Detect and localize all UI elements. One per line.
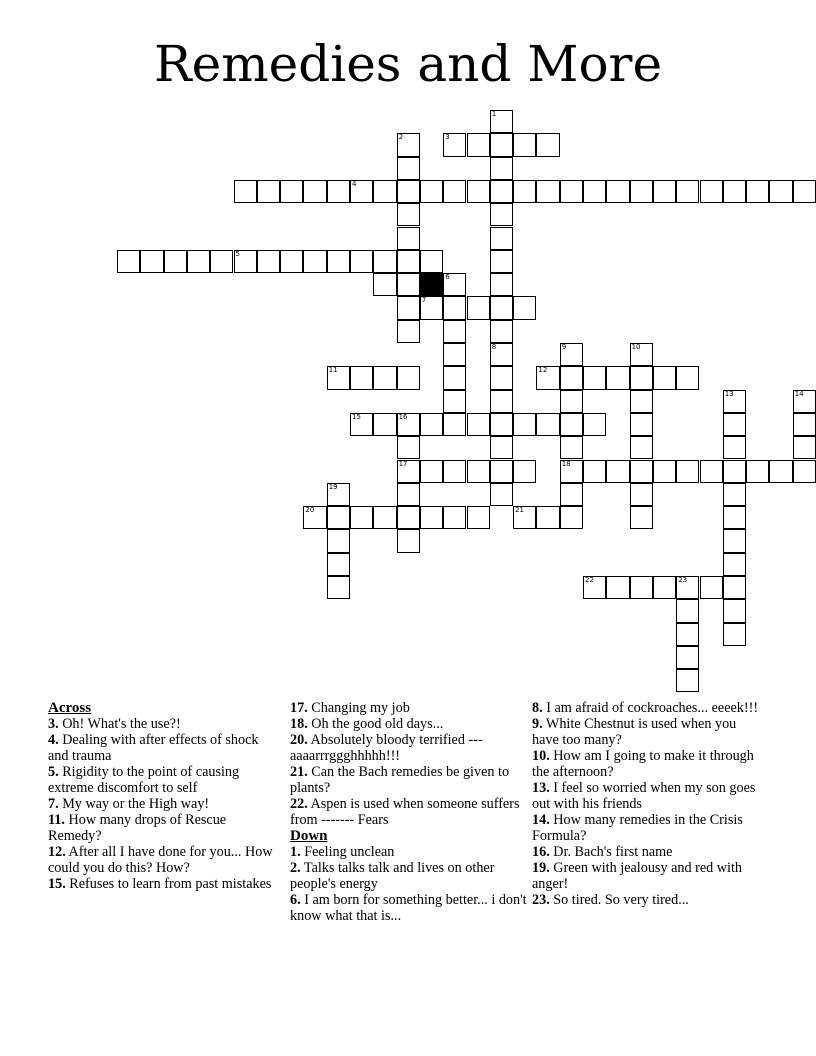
grid-cell[interactable] — [723, 506, 746, 529]
grid-cell[interactable] — [676, 646, 699, 669]
grid-cell[interactable] — [676, 599, 699, 622]
grid-cell[interactable] — [350, 366, 373, 389]
grid-cell[interactable] — [490, 203, 513, 226]
clue-number-label: 19. — [532, 860, 550, 876]
grid-cell[interactable] — [676, 180, 699, 203]
clue-number: 6 — [445, 273, 450, 282]
clue-item — [532, 860, 762, 892]
grid-cell[interactable] — [630, 180, 653, 203]
clue-text: Rigidity to the point of causing extreme discomfort to self — [48, 764, 240, 796]
grid-cell[interactable] — [397, 483, 420, 506]
grid-cell[interactable] — [723, 576, 746, 599]
grid-cell[interactable] — [490, 343, 513, 366]
grid-cell[interactable] — [373, 180, 396, 203]
grid-cell[interactable] — [583, 413, 606, 436]
clue-item — [532, 780, 762, 812]
grid-cell[interactable] — [746, 180, 769, 203]
clue-item — [532, 716, 762, 748]
grid-cell[interactable] — [373, 413, 396, 436]
clue-number-label: 7. — [48, 796, 59, 812]
grid-cell[interactable] — [443, 273, 466, 296]
section-header: Across — [48, 700, 92, 716]
clue-number: 12 — [538, 366, 548, 375]
grid-cell[interactable] — [793, 413, 816, 436]
grid-cell[interactable] — [327, 576, 350, 599]
grid-cell[interactable] — [513, 296, 536, 319]
grid-cell[interactable] — [653, 460, 676, 483]
grid-cell[interactable] — [723, 529, 746, 552]
grid-cell[interactable] — [373, 506, 396, 529]
grid-cell[interactable] — [420, 460, 443, 483]
grid-cell[interactable] — [630, 460, 653, 483]
grid-cell[interactable] — [653, 576, 676, 599]
grid-cell[interactable] — [676, 623, 699, 646]
grid-cell[interactable] — [443, 390, 466, 413]
grid-cell[interactable] — [490, 366, 513, 389]
grid-cell[interactable] — [467, 296, 490, 319]
clue-item — [532, 700, 762, 716]
clue-number: 19 — [328, 482, 338, 491]
clue-item — [48, 764, 273, 796]
grid-cell[interactable] — [420, 296, 443, 319]
clue-text: White Chestnut is used when you have too many? — [532, 716, 737, 748]
grid-cell[interactable] — [327, 483, 350, 506]
grid-cell[interactable] — [397, 296, 420, 319]
grid-cell[interactable] — [630, 413, 653, 436]
clue-number-label: 5. — [48, 764, 59, 780]
grid-cell[interactable] — [560, 506, 583, 529]
grid-cell[interactable] — [536, 366, 559, 389]
grid-cell[interactable] — [536, 506, 559, 529]
clue-item — [290, 844, 530, 860]
grid-cell[interactable] — [420, 250, 443, 273]
clue-number: 13 — [724, 389, 734, 398]
clue-item — [290, 860, 530, 892]
grid-cell[interactable] — [397, 413, 420, 436]
grid-cell[interactable] — [350, 506, 373, 529]
clue-number-label: 3. — [48, 716, 59, 732]
grid-cell[interactable] — [630, 343, 653, 366]
clue-text: Dealing with after effects of shock and trauma — [48, 732, 259, 764]
grid-cell[interactable] — [630, 390, 653, 413]
clue-number-label: 18. — [290, 716, 308, 732]
grid-cell[interactable] — [723, 460, 746, 483]
clue-item — [48, 716, 273, 732]
grid-cell[interactable] — [723, 390, 746, 413]
clue-number-label: 12. — [48, 844, 66, 860]
clue-number: 2 — [398, 133, 404, 142]
clue-number-label: 4. — [48, 732, 59, 748]
clue-number: 5 — [235, 249, 240, 258]
grid-cell[interactable] — [560, 436, 583, 459]
clue-item — [290, 732, 530, 764]
grid-cell[interactable] — [350, 180, 373, 203]
grid-cell[interactable] — [140, 250, 163, 273]
grid-cell[interactable] — [420, 180, 443, 203]
grid-cell[interactable] — [606, 576, 629, 599]
grid-cell[interactable] — [490, 180, 513, 203]
clue-text: Oh! What's the use?! — [58, 716, 181, 732]
grid-cell[interactable] — [280, 180, 303, 203]
grid-cell[interactable] — [583, 460, 606, 483]
grid-cell[interactable] — [443, 320, 466, 343]
clue-text: Oh the good old days... — [307, 716, 444, 732]
grid-cell[interactable] — [467, 133, 490, 156]
clue-text: Can the Bach remedies be given to plants? — [290, 764, 510, 796]
grid-cell[interactable] — [397, 227, 420, 250]
grid-cell[interactable] — [397, 320, 420, 343]
clue-number: 17 — [398, 459, 408, 468]
grid-cell[interactable] — [513, 506, 536, 529]
grid-cell[interactable] — [327, 529, 350, 552]
grid-cell[interactable] — [630, 436, 653, 459]
clue-number: 9 — [561, 343, 567, 351]
grid-cell[interactable] — [303, 506, 326, 529]
grid-cell[interactable] — [606, 460, 629, 483]
clue-text: Feeling unclean — [300, 844, 395, 860]
grid-cell[interactable] — [397, 273, 420, 296]
grid-cell[interactable] — [606, 180, 629, 203]
clue-item — [290, 796, 530, 828]
grid-cell[interactable] — [490, 133, 513, 156]
grid-cell[interactable] — [630, 483, 653, 506]
grid-cell[interactable] — [397, 506, 420, 529]
clue-text: I am afraid of cockroaches... eeeek!!! — [542, 700, 759, 716]
clue-item — [532, 812, 762, 844]
grid-cell[interactable] — [630, 576, 653, 599]
clue-number: 14 — [794, 389, 804, 398]
clue-item — [290, 892, 530, 924]
grid-cell[interactable] — [490, 390, 513, 413]
grid-cell[interactable] — [513, 460, 536, 483]
clue-text: Changing my job — [307, 700, 410, 716]
grid-cell[interactable] — [723, 180, 746, 203]
clues-column-3 — [532, 700, 762, 908]
grid-cell[interactable] — [467, 180, 490, 203]
grid-cell[interactable] — [443, 296, 466, 319]
grid-cell[interactable] — [536, 413, 559, 436]
grid-cell[interactable] — [467, 413, 490, 436]
clue-number-label: 9. — [532, 716, 543, 732]
clue-number: 7 — [421, 296, 427, 305]
grid-cell[interactable] — [723, 553, 746, 576]
grid-cell[interactable] — [117, 250, 140, 273]
grid-cell[interactable] — [443, 413, 466, 436]
clue-number-label: 15. — [48, 876, 66, 892]
clue-text: Refuses to learn from past mistakes — [65, 876, 272, 892]
grid-cell[interactable] — [303, 180, 326, 203]
clue-text: Green with jealousy and red with anger! — [532, 860, 742, 892]
grid-cell[interactable] — [676, 669, 699, 692]
clue-text: Dr. Bach's first name — [549, 844, 673, 860]
clue-number: 23 — [678, 576, 688, 584]
grid-cell[interactable] — [397, 180, 420, 203]
clue-text: How many remedies in the Crisis Formula? — [532, 812, 743, 844]
grid-cell[interactable] — [700, 576, 723, 599]
clue-number: 10 — [631, 343, 641, 351]
grid-cell[interactable] — [560, 483, 583, 506]
clue-number-label: 22. — [290, 796, 308, 812]
grid-cell[interactable] — [373, 366, 396, 389]
clue-item — [48, 796, 273, 812]
grid-cell[interactable] — [234, 250, 257, 273]
clue-number: 21 — [515, 506, 525, 515]
grid-cell[interactable] — [723, 599, 746, 622]
grid-cell[interactable] — [723, 623, 746, 646]
clue-item — [290, 700, 530, 716]
clue-text: Absolutely bloody terrified --- aaaarrrggghhhhh!!! — [290, 732, 483, 764]
grid-cell[interactable] — [373, 273, 396, 296]
grid-cell[interactable] — [467, 506, 490, 529]
section-header: Down — [290, 828, 328, 844]
grid-cell[interactable] — [630, 506, 653, 529]
clue-item — [48, 844, 273, 876]
grid-cell[interactable] — [303, 250, 326, 273]
grid-cell[interactable] — [327, 250, 350, 273]
grid-cell[interactable] — [746, 460, 769, 483]
grid-cell[interactable] — [490, 413, 513, 436]
grid-cell[interactable] — [490, 460, 513, 483]
clue-number-label: 11. — [48, 812, 65, 828]
grid-cell[interactable] — [373, 250, 396, 273]
grid-cell[interactable] — [187, 250, 210, 273]
grid-cell[interactable] — [490, 110, 513, 133]
grid-cell[interactable] — [793, 390, 816, 413]
clue-text: How many drops of Rescue Remedy? — [48, 812, 227, 844]
clue-number-label: 2. — [290, 860, 301, 876]
grid-cell[interactable] — [490, 436, 513, 459]
grid-cell[interactable] — [676, 460, 699, 483]
grid-cell[interactable] — [397, 133, 420, 156]
grid-cell[interactable] — [420, 506, 443, 529]
grid-cell[interactable] — [676, 366, 699, 389]
grid-cell[interactable] — [560, 390, 583, 413]
clue-item — [532, 748, 762, 780]
clue-number-label: 10. — [532, 748, 550, 764]
clue-text: My way or the High way! — [58, 796, 210, 812]
grid-cell[interactable] — [443, 343, 466, 366]
grid-cell[interactable] — [513, 180, 536, 203]
clue-number: 15 — [352, 412, 361, 421]
grid-cell[interactable] — [630, 366, 653, 389]
grid-cell[interactable] — [513, 133, 536, 156]
grid-cell[interactable] — [513, 413, 536, 436]
clue-text: How am I going to make it through the afternoon? — [532, 748, 754, 780]
grid-cell[interactable] — [490, 273, 513, 296]
grid-cell[interactable] — [700, 180, 723, 203]
clue-item — [532, 892, 762, 908]
grid-cell[interactable] — [560, 180, 583, 203]
grid-cell[interactable] — [490, 483, 513, 506]
clue-number: 16 — [398, 412, 408, 421]
grid-cell[interactable] — [420, 413, 443, 436]
grid-cell[interactable] — [443, 180, 466, 203]
grid-cell[interactable] — [676, 576, 699, 599]
grid-cell[interactable] — [793, 436, 816, 459]
grid-cell[interactable] — [536, 180, 559, 203]
clue-number-label: 13. — [532, 780, 550, 796]
clue-number-label: 1. — [290, 844, 301, 860]
grid-cell[interactable] — [397, 157, 420, 180]
grid-cell[interactable] — [769, 460, 792, 483]
grid-cell[interactable] — [327, 553, 350, 576]
grid-cell[interactable] — [653, 366, 676, 389]
grid-cell[interactable] — [443, 460, 466, 483]
grid-cell[interactable] — [443, 366, 466, 389]
grid-cell[interactable] — [443, 506, 466, 529]
grid-cell[interactable] — [397, 203, 420, 226]
clue-text: I feel so worried when my son goes out with his friends — [532, 780, 756, 812]
clue-number-label: 16. — [532, 844, 550, 860]
grid-cell[interactable] — [257, 250, 280, 273]
grid-cell[interactable] — [653, 180, 676, 203]
grid-cell[interactable] — [280, 250, 303, 273]
grid-cell[interactable] — [560, 460, 583, 483]
grid-cell[interactable] — [490, 227, 513, 250]
grid-cell[interactable] — [700, 460, 723, 483]
grid-cell[interactable] — [327, 506, 350, 529]
clue-number-label: 23. — [532, 892, 550, 908]
clue-item — [48, 812, 273, 844]
grid-cell[interactable] — [723, 436, 746, 459]
grid-cell[interactable] — [397, 529, 420, 552]
grid-cell[interactable] — [164, 250, 187, 273]
grid-cell[interactable] — [793, 460, 816, 483]
clue-number-label: 8. — [532, 700, 543, 716]
grid-cell[interactable] — [327, 366, 350, 389]
grid-cell[interactable] — [490, 250, 513, 273]
clue-item — [48, 732, 273, 764]
grid-cell[interactable] — [560, 343, 583, 366]
grid-cell[interactable] — [397, 250, 420, 273]
grid-cell[interactable] — [490, 157, 513, 180]
clue-number-label: 21. — [290, 764, 308, 780]
grid-cell[interactable] — [327, 180, 350, 203]
clue-text: So tired. So very tired... — [549, 892, 689, 908]
clues-column-2 — [290, 700, 530, 924]
grid-cell[interactable] — [793, 180, 816, 203]
grid-cell[interactable] — [583, 180, 606, 203]
grid-cell[interactable] — [397, 436, 420, 459]
grid-cell[interactable] — [583, 576, 606, 599]
black-cell — [420, 273, 443, 296]
clue-number: 3 — [445, 133, 450, 142]
clue-number: 11 — [328, 366, 338, 375]
grid-cell[interactable] — [490, 320, 513, 343]
clue-item — [290, 764, 530, 796]
clue-item — [290, 716, 530, 732]
clue-number: 4 — [352, 179, 357, 188]
clue-number-label: 17. — [290, 700, 308, 716]
grid-cell[interactable] — [723, 413, 746, 436]
clue-text: Talks talks talk and lives on other people's energy — [290, 860, 495, 892]
grid-cell[interactable] — [467, 460, 490, 483]
clue-number-label: 6. — [290, 892, 301, 908]
clue-text: After all I have done for you... How could you do this? How? — [48, 844, 273, 876]
clue-number-label: 20. — [290, 732, 308, 748]
grid-cell[interactable] — [723, 483, 746, 506]
grid-cell[interactable] — [350, 413, 373, 436]
grid-cell[interactable] — [490, 296, 513, 319]
grid-cell[interactable] — [234, 180, 257, 203]
clue-item — [48, 876, 273, 892]
clue-number: 18 — [561, 459, 571, 468]
grid-cell[interactable] — [560, 413, 583, 436]
clue-number: 22 — [585, 576, 594, 584]
grid-cell[interactable] — [560, 366, 583, 389]
grid-cell[interactable] — [397, 460, 420, 483]
clue-text: Aspen is used when someone suffers from ------- Fears — [290, 796, 520, 828]
grid-cell[interactable] — [397, 366, 420, 389]
clue-number: 8 — [491, 343, 497, 351]
clue-text: I am born for something better... i don't know what that is... — [290, 892, 527, 924]
grid-cell[interactable] — [257, 180, 280, 203]
grid-cell[interactable] — [210, 250, 233, 273]
page-title: Remedies and More — [153, 35, 663, 93]
grid-cell[interactable] — [350, 250, 373, 273]
grid-cell[interactable] — [606, 366, 629, 389]
grid-cell[interactable] — [769, 180, 792, 203]
clue-number: 20 — [305, 506, 315, 515]
clue-item — [532, 844, 762, 860]
clue-number: 1 — [491, 110, 497, 118]
clues-column-1 — [48, 700, 273, 892]
clue-number-label: 14. — [532, 812, 550, 828]
grid-cell[interactable] — [443, 133, 466, 156]
grid-cell[interactable] — [583, 366, 606, 389]
grid-cell[interactable] — [536, 133, 559, 156]
